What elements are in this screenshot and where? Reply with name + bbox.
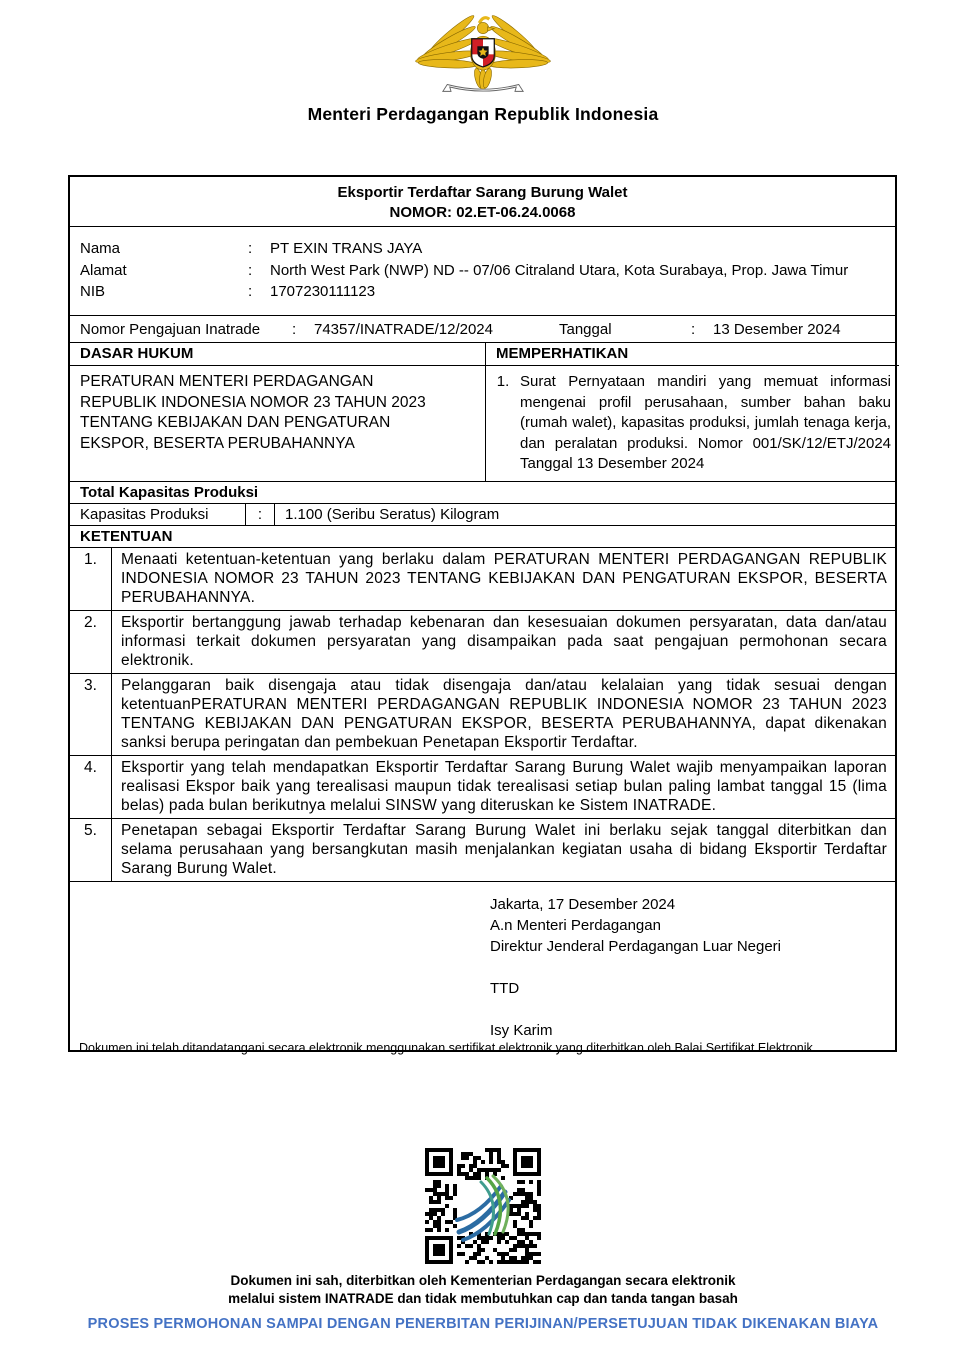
memperhatikan-column xyxy=(485,343,899,481)
signature-spacer xyxy=(490,957,895,978)
ketentuan-item-3 xyxy=(70,674,895,756)
signature-position: Direktur Jenderal Perdagangan Luar Negeri xyxy=(490,937,782,955)
ketentuan-item-3-text: Pelanggaran baik disengaja atau tidak disengaja dan/atau kelalaian yang tidak sesuai dengan ketentuanPERATURAN MENTERI PERDAGANGAN REPUBLIK INDONESIA NOMOR 23 TAHUN 2023 TENTANG KEBIJAKAN DAN PENGATURAN EKSPOR, BESERTA PERUBAHANNYA, dapat dikenakan sanksi berupa peringatan dan pembekuan Penetapan Eksportir Terdaftar. xyxy=(121,676,887,751)
submission-date-separator: : xyxy=(691,320,696,338)
legal-columns xyxy=(70,343,895,481)
signature-spacer xyxy=(490,999,895,1020)
ketentuan-item-4-number: 4. xyxy=(70,756,112,818)
nama-value: PT EXIN TRANS JAYA xyxy=(270,240,423,257)
submission-number: 74357/INATRADE/12/2024 xyxy=(314,320,493,338)
inatrade-logo-icon xyxy=(457,1176,509,1240)
ketentuan-item-2 xyxy=(70,611,895,674)
submission-date-label: Tanggal xyxy=(559,320,612,338)
ketentuan-item-1 xyxy=(70,548,895,611)
nib-value: 1707230111123 xyxy=(270,283,376,300)
ketentuan-item-1-number: 1. xyxy=(70,548,112,610)
ketentuan-item-2-text: Eksportir bertanggung jawab terhadap kebenaran dan kesesuaian dokumen persyaratan, data dan/atau informasi terkait dokumen persyaratan yang disampaikan pada saat pengajuan permohonan secara elektronik. xyxy=(121,613,887,669)
kapasitas-row xyxy=(70,504,895,526)
submission-label: Nomor Pengajuan Inatrade xyxy=(80,320,261,338)
validity-notice xyxy=(0,1272,966,1308)
signature-on-behalf: A.n Menteri Perdagangan xyxy=(490,916,661,934)
memperhatikan-header: MEMPERHATIKAN xyxy=(486,343,899,366)
submission-separator: : xyxy=(292,320,297,338)
nib-label: NIB xyxy=(80,283,106,300)
identity-row-nama xyxy=(80,238,885,260)
dasar-hukum-content: PERATURAN MENTERI PERDAGANGAN REPUBLIK INDONESIA NOMOR 23 TAHUN 2023 TENTANG KEBIJAKAN DAN PENGATURAN EKSPOR, BESERTA PERUBAHANNYA xyxy=(80,373,426,452)
certificate-title xyxy=(70,177,895,227)
ketentuan-item-1-text: Menaati ketentuan-ketentuan yang berlaku dalam PERATURAN MENTERI PERDAGANGAN REPUBLIK INDONESIA NOMOR 23 TAHUN 2023 TENTANG KEBIJAKAN DAN PENGATURAN EKSPOR, BESERTA PERUBAHANNYA. xyxy=(121,550,887,606)
submission-date-value: 13 Desember 2024 xyxy=(713,320,841,338)
certificate-title-line1: Eksportir Terdaftar Sarang Burung Walet xyxy=(337,184,628,201)
qr-code-icon xyxy=(425,1148,541,1264)
signature-place-date: Jakarta, 17 Desember 2024 xyxy=(490,895,676,913)
total-kapasitas-header: Total Kapasitas Produksi xyxy=(70,481,895,504)
signature-section xyxy=(70,882,895,1055)
signature-block xyxy=(70,882,895,1041)
ketentuan-item-4-text: Eksportir yang telah mendapatkan Eksportir Terdaftar Sarang Burung Walet wajib menyampaikan laporan realisasi Ekspor baik yang terealisasi maupun tidak terealisasi setiap bulan paling lambat tanggal 15 (lima belas) pada bulan berikutnya melalui SINSW yang diteruskan ke Sistem INATRADE. xyxy=(121,758,887,814)
signature-name: Isy Karim xyxy=(490,1021,553,1039)
dasar-hukum-header: DASAR HUKUM xyxy=(70,343,485,366)
signature-ttd: TTD xyxy=(490,979,520,997)
kapasitas-label: Kapasitas Produksi xyxy=(70,504,246,525)
memperhatikan-item-number: 1. xyxy=(496,373,510,390)
memperhatikan-content xyxy=(486,366,899,481)
ketentuan-header: KETENTUAN xyxy=(70,526,895,548)
ketentuan-item-5-number: 5. xyxy=(70,819,112,881)
alamat-value: North West Park (NWP) ND -- 07/06 Citraland Utara, Kota Surabaya, Prop. Jawa Timur xyxy=(270,261,849,279)
ketentuan-item-5-text: Penetapan sebagai Eksportir Terdaftar Sarang Burung Walet ini berlaku sejak tanggal diterbitkan dan selama perusahaan yang bersangkutan masih menjalankan kegiatan usaha di bidang Eksportir Terdaftar Sarang Burung Walet. xyxy=(121,821,887,877)
nama-label: Nama xyxy=(80,240,121,257)
identity-row-nib xyxy=(80,281,885,303)
kapasitas-separator: : xyxy=(246,504,275,525)
dasar-hukum-column xyxy=(70,343,485,481)
memperhatikan-item-text: Surat Pernyataan mandiri yang memuat informasi mengenai profil perusahaan, sumber bahan baku (rumah walet), kapasitas produksi, jumlah tenaga kerja, dan peralatan produksi. Nomor 001/SK/12/ETJ/2024 Tanggal 13 Desember 2024 xyxy=(520,373,891,472)
ketentuan-item-3-number: 3. xyxy=(70,674,112,755)
alamat-label: Alamat xyxy=(80,261,127,279)
kapasitas-value: 1.100 (Seribu Seratus) Kilogram xyxy=(285,505,500,523)
validity-line2: melalui sistem INATRADE dan tidak membutuhkan cap dan tanda tangan basah xyxy=(228,1291,738,1306)
ketentuan-item-4 xyxy=(70,756,895,819)
no-fee-notice: PROSES PERMOHONAN SAMPAI DENGAN PENERBITAN PERIJINAN/PERSETUJUAN TIDAK DIKENAKAN BIAYA xyxy=(87,1316,879,1332)
certificate-number: NOMOR: 02.ET-06.24.0068 xyxy=(389,204,576,221)
submission-row xyxy=(70,316,895,343)
electronic-signature-note: Dokumen ini telah ditandatangani secara elektronik menggunakan sertifikat elektronik yang diterbitkan oleh Balai Sertifikat Elektronik. xyxy=(79,1040,817,1055)
nama-separator: : xyxy=(248,240,253,257)
alamat-separator: : xyxy=(248,261,253,279)
certificate-table xyxy=(68,175,897,1055)
validity-line1: Dokumen ini sah, diterbitkan oleh Kementerian Perdagangan secara elektronik xyxy=(230,1273,736,1288)
ketentuan-item-5 xyxy=(70,819,895,882)
memperhatikan-item xyxy=(486,372,891,475)
garuda-pancasila-icon xyxy=(0,5,966,105)
ministry-title: Menteri Perdagangan Republik Indonesia xyxy=(307,104,659,124)
identity-row-alamat xyxy=(80,260,885,282)
identity-section xyxy=(70,227,895,316)
ketentuan-item-2-number: 2. xyxy=(70,611,112,673)
nib-separator: : xyxy=(248,283,253,300)
